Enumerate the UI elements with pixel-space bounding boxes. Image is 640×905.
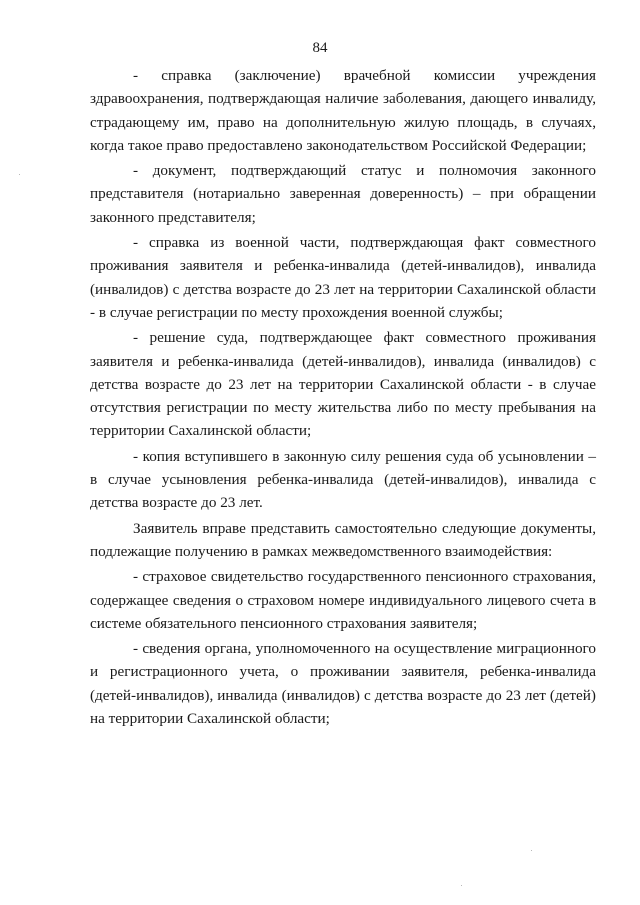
paragraph-military-certificate: - справка из военной части, подтверждающая факт совместного проживания заявителя и ребенка-инвалида (детей-инвалидов), инвалида (инвалидов) с детства возрасте до 23 лет на территории Сахалинской области - в случае регистрации по месту прохождения военной службы;	[90, 234, 596, 321]
page-number: 84	[312, 40, 328, 56]
paragraph-adoption-decision: - копия вступившего в законную силу решения суда об усыновлении – в случае усыновления ребенка-инвалида (детей-инвалидов), инвалида с детства возрасте до 23 лет.	[90, 447, 596, 512]
paragraph-applicant-right: Заявитель вправе представить самостоятельно следующие документы, подлежащие получению в рамках межведомственного взаимодействия:	[90, 519, 596, 560]
paragraph-representative-document: - документ, подтверждающий статус и полномочия законного представителя (нотариально заверенная доверенность) – при обращении законного представителя;	[90, 162, 596, 226]
scan-speck	[19, 174, 20, 175]
scan-speck	[461, 885, 462, 886]
document-body	[90, 64, 596, 732]
paragraph-medical-certificate: - справка (заключение) врачебной комиссии учреждения здравоохранения, подтверждающая наличие заболевания, дающего инвалиду, страдающему им, право на дополнительную жилую площадь, в случаях, когда такое право предоставлено законодательством Российской Федерации;	[90, 67, 596, 154]
paragraph-migration-information: - сведения органа, уполномоченного на осуществление миграционного и регистрационного учета, о проживании заявителя, ребенка-инвалида (детей-инвалидов), инвалида (инвалидов) с детства возрасте до 23 лет (детей) на территории Сахалинской области;	[90, 640, 596, 728]
paragraph-insurance-certificate: - страховое свидетельство государственного пенсионного страхования, содержащее сведения о страховом номере индивидуального лицевого счета в системе обязательного пенсионного страхования заявителя;	[90, 568, 596, 632]
paragraph-court-decision: - решение суда, подтверждающее факт совместного проживания заявителя и ребенка-инвалида (детей-инвалидов), инвалида (инвалидов) с детства возрасте до 23 лет на территории Сахалинской области - в случае отсутствия регистрации по месту жительства либо по месту пребывания на территории Сахалинской области;	[90, 329, 596, 440]
scan-speck	[531, 850, 532, 851]
